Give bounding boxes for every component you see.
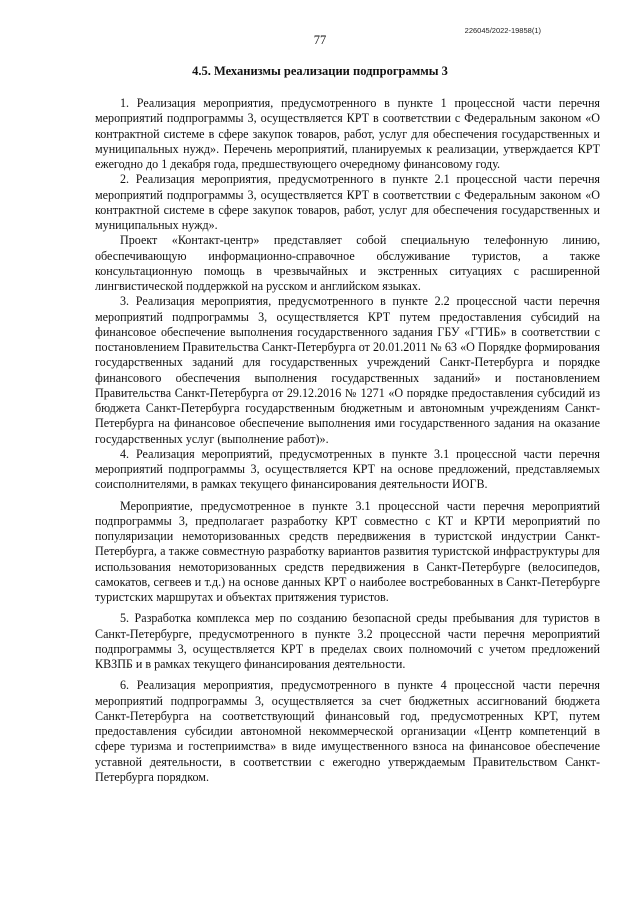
paragraph-2: 2. Реализация мероприятия, предусмотренного в пункте 2.1 процессной части перечня мероприятий подпрограммы 3, осуществляется КРТ в соответствии с Федеральным законом «О контрактной системе в сфере закупок товаров, работ, услуг для обеспечения государственных и муниципальных нужд». (95, 172, 600, 232)
paragraph-4: 4. Реализация мероприятий, предусмотренных в пункте 3.1 процессной части перечня мероприятий подпрограммы 3, осуществляется КРТ на основе предложений, представляемых соисполнителями, в рамках текущего финансирования деятельности ИОГВ. (95, 446, 600, 492)
section-title: 4.5. Механизмы реализации подпрограммы 3 (192, 64, 448, 78)
paragraph-5: 5. Разработка комплекса мер по созданию безопасной среды пребывания для туристов в Санкт-Петербурге, предусмотренного в пункте 3.2 процессной части перечня мероприятий подпрограммы 3, осуществляется КРТ в пределах своих полномочий с учетом предложений КВЗПБ и в рамках текущего финансирования деятельности. (95, 611, 600, 671)
paragraph-3: 3. Реализация мероприятия, предусмотренного в пункте 2.2 процессной части перечня мероприятий подпрограммы 3, осуществляется КРТ путем предоставления субсидий на финансовое обеспечение выполнения государственного задания ГБУ «ГТИБ» в соответствии с постановлением Правительства Санкт-Петербурга от 20.01.2011 № 63 «О Порядке формирования государственных заданий для государственных учреждений Санкт-Петербурга и порядке финансового обеспечения выполнения государственных заданий» и постановлением Правительства Санкт-Петербурга от 29.12.2016 № 1271 «О порядке предоставления субсидий из бюджета Санкт-Петербурга государственным бюджетным и автономным учреждениям Санкт-Петербурга на финансовое обеспечение выполнения ими государственного задания на оказание государственных услуг (выполнение работ)». (95, 294, 600, 446)
paragraph-4-details: Мероприятие, предусмотренное в пункте 3.1 процессной части перечня мероприятий подпрограммы 3, предполагает разработку КРТ совместно с КТ и КРТИ мероприятий по популяризации немоторизованных средств передвижения в туристской индустрии Санкт-Петербурга, а также совместную разработку вариантов развития туристской инфраструктуры для использования немоторизованных средств передвижения в Санкт-Петербурге (велосипедов, самокатов, сегвеев и т.д.) на основе данных КРТ о наиболее востребованных в Санкт-Петербурге туристских маршрутах и объектах притяжения туристов. (95, 498, 600, 604)
page-number: 77 (313, 33, 327, 47)
paragraph-contact-center: Проект «Контакт-центр» представляет собой специальную телефонную линию, обеспечивающую информационно-справочное обслуживание туристов, а также консультационную помощь в чрезвычайных и экстренных ситуациях с расширенной лингвистической поддержкой на русском и английском языках. (95, 233, 600, 293)
paragraph-6: 6. Реализация мероприятия, предусмотренного в пункте 4 процессной части перечня мероприятий подпрограммы 3, осуществляется за счет бюджетных ассигнований бюджета Санкт-Петербурга на соответствующий финансовый год, предусмотренных КРТ, путем предоставления субсидии автономной некоммерческой организации «Центр компетенций в сфере туризма и гостеприимства» в виде имущественного взноса на финансовое обеспечение уставной деятельности, в соответствии с ежегодно утверждаемым Правительством Санкт-Петербурга порядком. (95, 678, 600, 784)
document-id: 226045/2022-19858(1) (464, 26, 541, 35)
paragraph-1: 1. Реализация мероприятия, предусмотренного в пункте 1 процессной части перечня мероприятий подпрограммы 3, осуществляется КРТ в соответствии с Федеральным законом «О контрактной системе в сфере закупок товаров, работ, услуг для обеспечения государственных и муниципальных нужд». Перечень мероприятий, планируемых к реализации, утверждается КРТ ежегодно до 1 декабря года, предшествующего очередному финансовому году. (95, 96, 600, 171)
document-body (95, 96, 600, 785)
